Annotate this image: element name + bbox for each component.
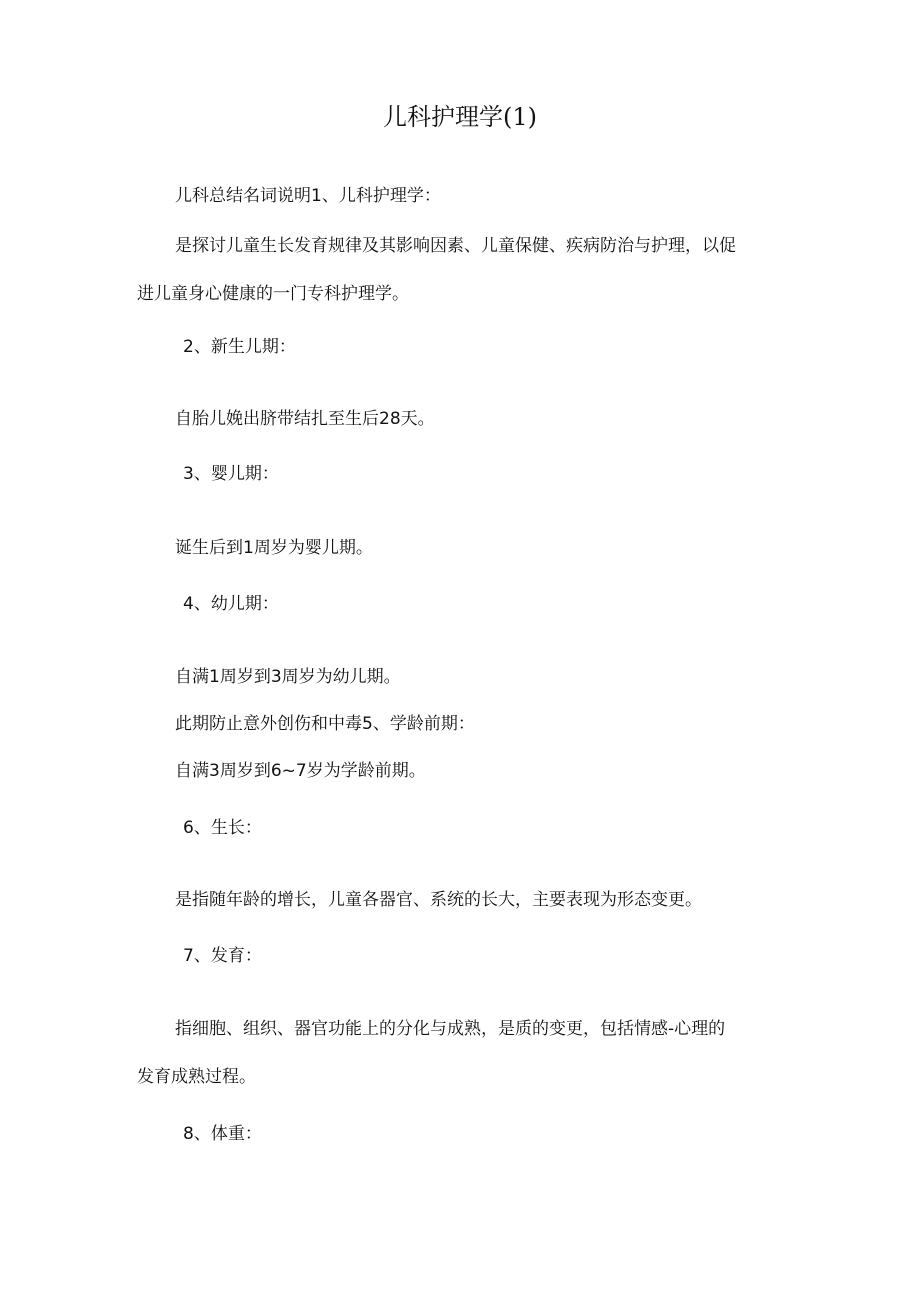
section-heading: 4、幼儿期： <box>183 594 279 614</box>
paragraph-line: 自胎儿娩出脐带结扎至生后28天。 <box>175 409 435 429</box>
paragraph-line: 发育成熟过程。 <box>137 1067 256 1087</box>
paragraph-line: 指细胞、组织、器官功能上的分化与成熟，是质的变更，包括情感-心理的 <box>175 1019 726 1039</box>
document-title: 儿科护理学(1) <box>383 103 537 131</box>
section-heading: 6、生长： <box>183 818 262 838</box>
section-heading: 2、新生儿期： <box>183 337 296 357</box>
paragraph-line: 诞生后到1周岁为婴儿期。 <box>175 538 373 558</box>
paragraph-line: 儿科总结名词说明1、儿科护理学： <box>175 186 441 206</box>
section-heading: 3、婴儿期： <box>183 464 279 484</box>
paragraph-line: 自满3周岁到6~7岁为学龄前期。 <box>175 761 426 781</box>
paragraph-line: 进儿童身心健康的一门专科护理学。 <box>137 284 409 304</box>
paragraph-line: 此期防止意外创伤和中毒5、学龄前期： <box>175 714 475 734</box>
section-heading: 8、体重： <box>183 1124 262 1144</box>
paragraph-line: 自满1周岁到3周岁为幼儿期。 <box>175 667 401 687</box>
section-heading: 7、发育： <box>183 946 262 966</box>
paragraph-line: 是探讨儿童生长发育规律及其影响因素、儿童保健、疾病防治与护理，以促 <box>175 236 736 256</box>
paragraph-line: 是指随年龄的增长，儿童各器官、系统的长大，主要表现为形态变更。 <box>175 890 702 910</box>
